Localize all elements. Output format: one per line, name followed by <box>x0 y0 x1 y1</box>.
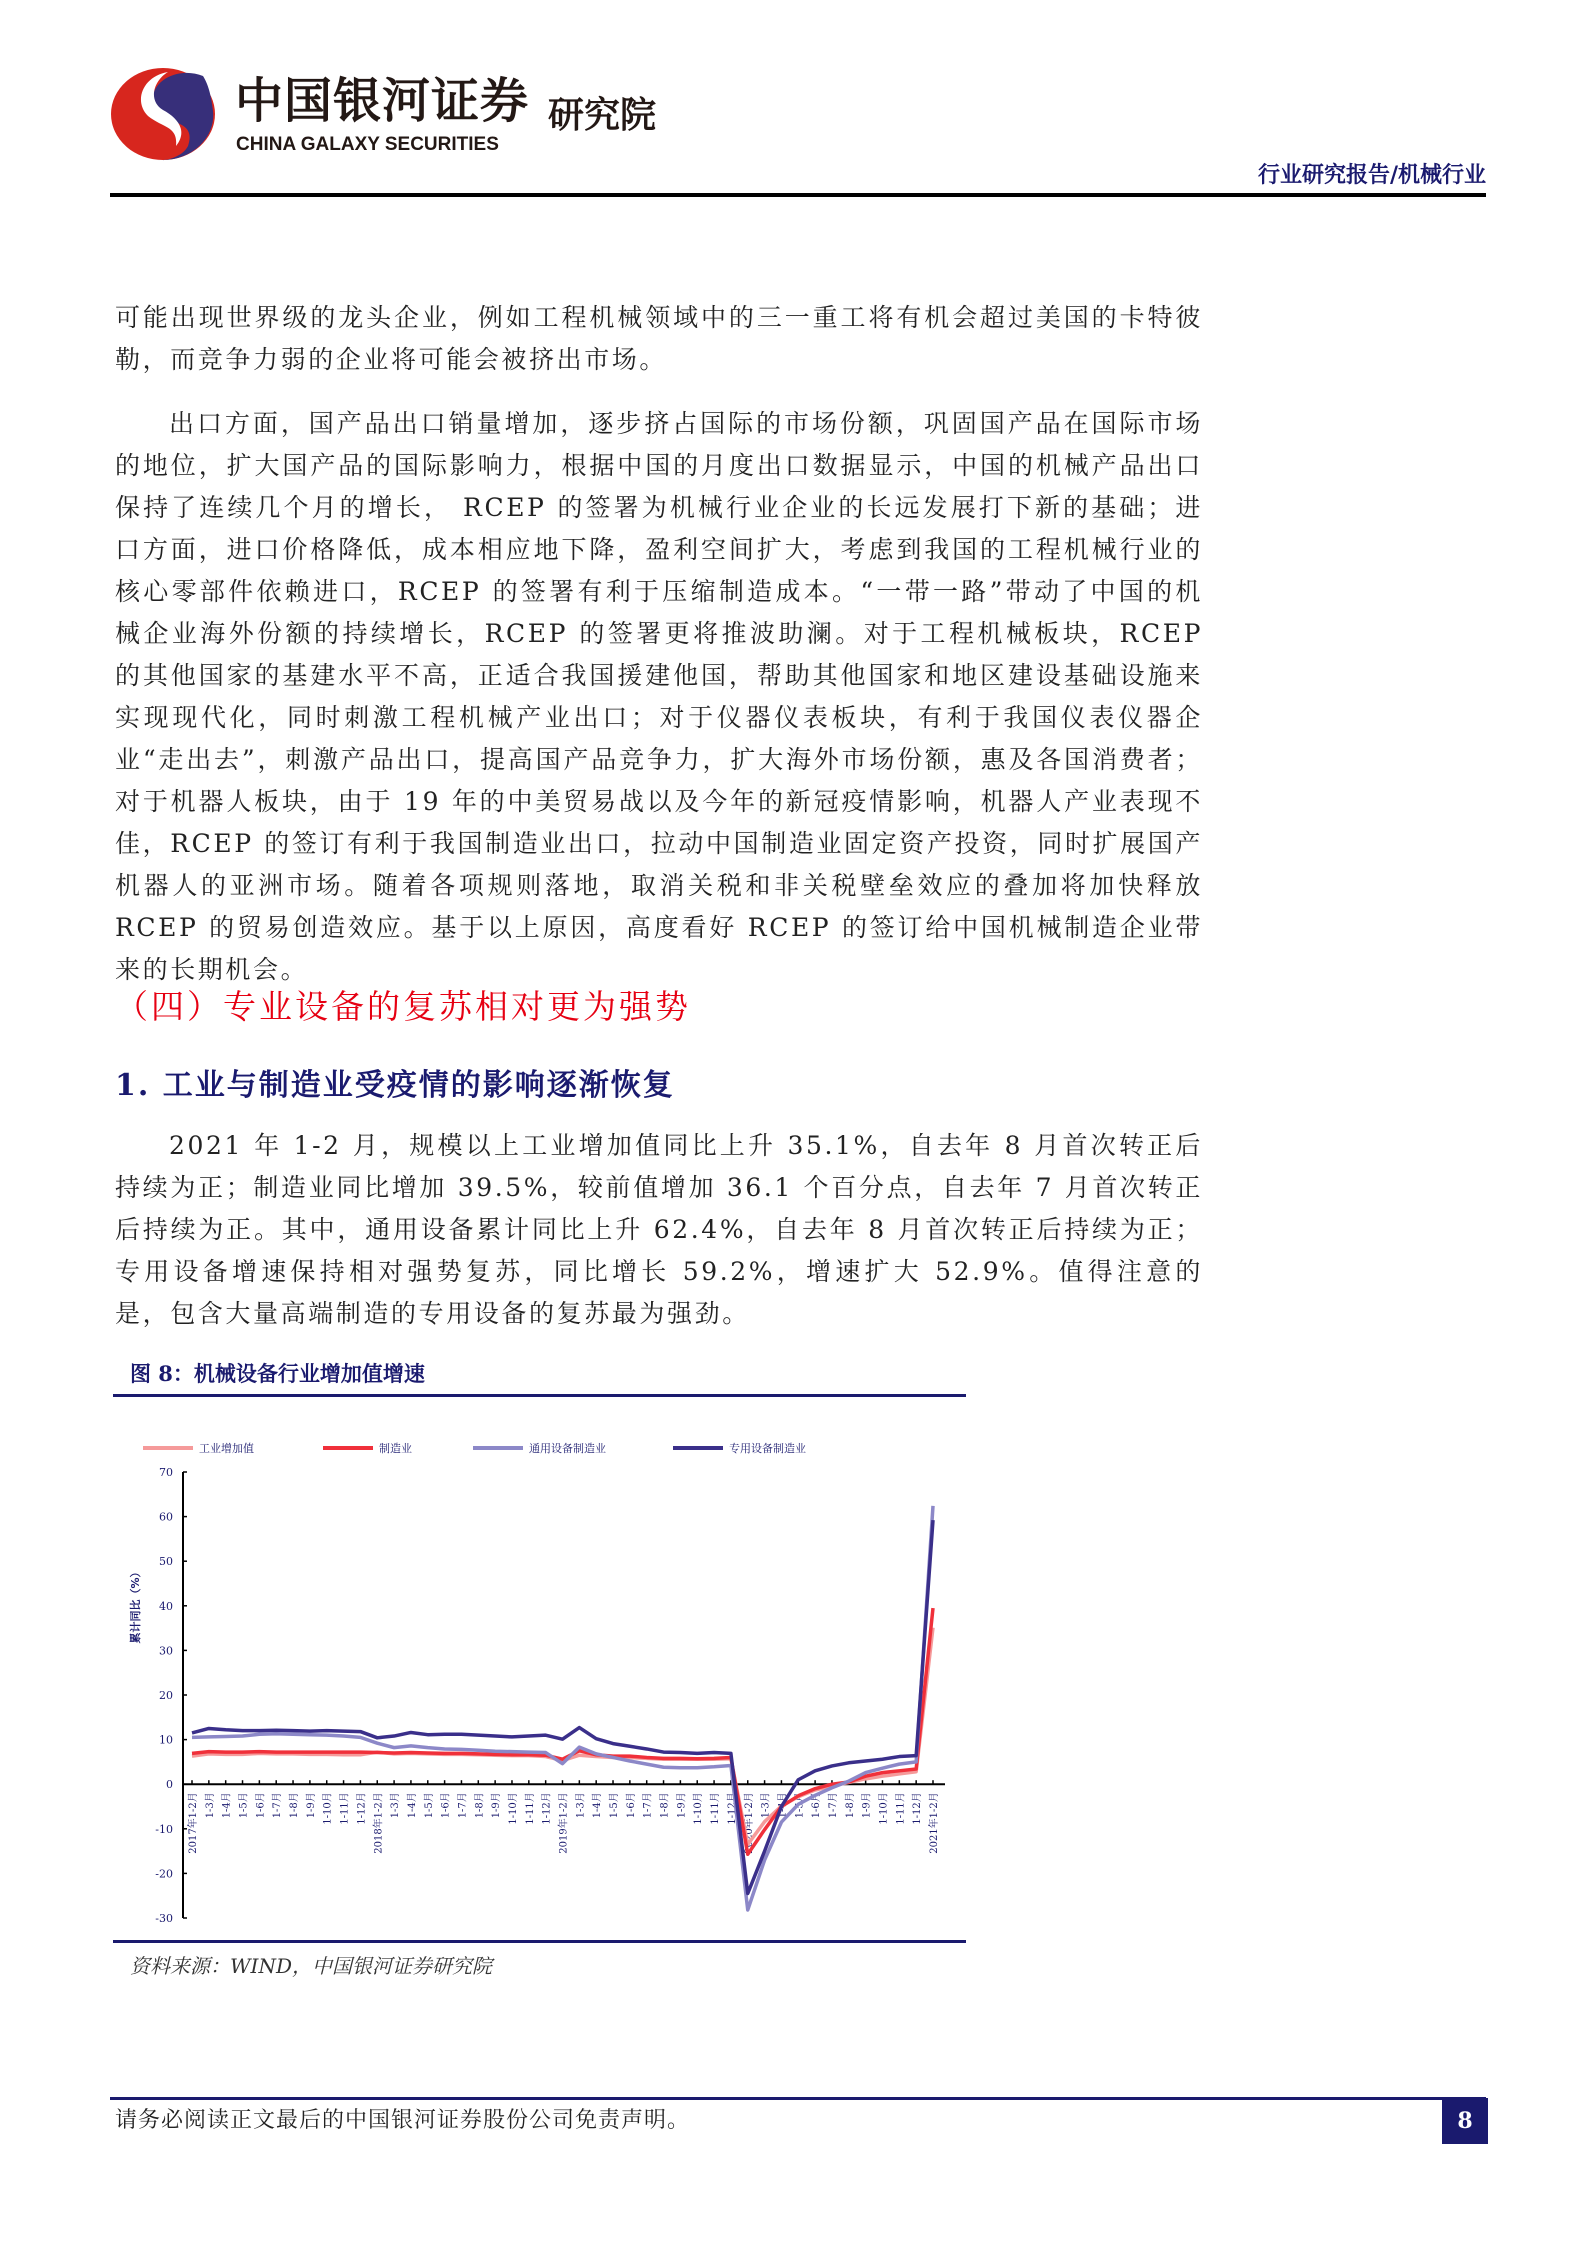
x-tick-label: 1-6月 <box>625 1792 637 1819</box>
x-tick-label: 1-7月 <box>457 1792 469 1819</box>
x-tick-label: 1-10月 <box>693 1792 705 1825</box>
x-tick-label: 1-3月 <box>575 1792 587 1819</box>
x-tick-label: 1-12月 <box>726 1792 738 1825</box>
page-number: 8 <box>1442 2098 1488 2144</box>
y-tick-label: 60 <box>159 1510 173 1524</box>
x-tick-label: 1-6月 <box>811 1792 823 1819</box>
x-tick-label: 1-6月 <box>255 1792 267 1819</box>
x-tick-label: 1-3月 <box>760 1792 772 1819</box>
x-tick-label: 1-8月 <box>289 1792 301 1819</box>
subsection-heading: 1. 工业与制造业受疫情的影响逐渐恢复 <box>115 1068 675 1103</box>
x-tick-label: 1-9月 <box>491 1792 503 1819</box>
x-tick-label: 1-12月 <box>541 1792 553 1825</box>
x-tick-label: 1-7月 <box>642 1792 654 1819</box>
brand-name-cn: 中国银河证券 <box>235 73 530 129</box>
x-tick-label: 1-11月 <box>895 1792 907 1825</box>
y-tick-label: -10 <box>155 1822 173 1836</box>
x-tick-label: 1-10月 <box>322 1792 334 1825</box>
x-tick-label: 1-5月 <box>423 1792 435 1819</box>
x-tick-label: 1-4月 <box>221 1792 233 1819</box>
x-tick-label: 1-8月 <box>659 1792 671 1819</box>
y-tick-label: 50 <box>159 1555 173 1569</box>
x-tick-label: 2017年1-2月 <box>188 1792 199 1854</box>
x-tick-label: 1-12月 <box>356 1792 368 1825</box>
figure-source: 资料来源：WIND，中国银河证券研究院 <box>130 1954 492 1978</box>
x-tick-label: 1-4月 <box>592 1792 604 1819</box>
x-tick-label: 1-9月 <box>861 1792 873 1819</box>
y-tick-label: 0 <box>166 1778 173 1792</box>
paragraph-1: 可能出现世界级的龙头企业，例如工程机械领域中的三一重工将有机会超过美国的卡特彼勒，而竞争力弱的企业将可能会被挤出市场。 <box>115 303 1203 374</box>
x-tick-label: 2021年1-2月 <box>929 1792 940 1854</box>
x-tick-label: 1-9月 <box>676 1792 688 1819</box>
paragraph-3: 2021 年 1-2 月，规模以上工业增加值同比上升 35.1%，自去年 8 月首次转正后持续为正；制造业同比增加 39.5%，较前值增加 36.1 个百分点，自去年 7 月首次转正后持续为正。其中，通用设备累计同比上升 62.4%，自去年 8 月首次转正后持续为正；专用设备增速保持相对强势复苏，同比增长 59.2%，增速扩大 52.9%。值得注意的是，包含大量高端制造的专用设备的复苏最为强劲。 <box>115 1131 1203 1328</box>
brand-name-en: CHINA GALAXY SECURITIES <box>236 134 499 155</box>
figure-title: 图 8：机械设备行业增加值增速 <box>130 1361 425 1386</box>
y-tick-label: -30 <box>155 1912 173 1925</box>
x-tick-label: 1-9月 <box>305 1792 317 1819</box>
x-tick-label: 1-8月 <box>844 1792 856 1819</box>
x-tick-label: 1-11月 <box>710 1792 722 1825</box>
figure-bottom-rule <box>113 1940 966 1943</box>
line-chart <box>113 1400 966 1940</box>
y-tick-label: 30 <box>159 1644 173 1658</box>
x-tick-label: 2018年1-2月 <box>373 1792 385 1854</box>
paragraph-2: 出口方面，国产品出口销量增加，逐步挤占国际的市场份额，巩固国产品在国际市场的地位，扩大国产品的国际影响力，根据中国的月度出口数据显示，中国的机械产品出口保持了连续几个月的增长， RCEP 的签署为机械行业企业的长远发展打下新的基础；进口方面，进口价格降低，成本相应地下降，盈利空间扩大，考虑到我国的工程机械行业的核心零部件依赖进口，RCEP 的签署有利于压缩制造成本。“一带一路”带动了中国的机械企业海外份额的持续增长，RCEP 的签署更将推波助澜。对于工程机械板块，RCEP 的其他国家的基建水平不高，正适合我国援建他国，帮助其他国家和地区建设基础设施来实现现代化，同时刺激工程机械产业出口；对于仪器仪表板块，有利于我国仪表仪器企业“走出去”，刺激产品出口，提高国产品竞争力，扩大海外市场份额，惠及各国消费者；对于机器人板块，由于 19 年的中美贸易战以及今年的新冠疫情影响，机器人产业表现不佳，RCEP 的签订有利于我国制造业出口，拉动中国制造业固定资产投资，同时扩展国产机器人的亚洲市场。随着各项规则落地，取消关税和非关税壁垒效应的叠加将加快释放 RCEP 的贸易创造效应。基于以上原因，高度看好 RCEP 的签订给中国机械制造企业带来的长期机会。 <box>115 409 1203 984</box>
brand-institute: 研究院 <box>548 95 657 136</box>
legend-label: 工业增加值 <box>199 1442 254 1455</box>
y-tick-label: 70 <box>159 1466 173 1479</box>
x-tick-label: 1-3月 <box>390 1792 402 1819</box>
legend-label: 通用设备制造业 <box>529 1442 606 1455</box>
x-tick-label: 1-6月 <box>440 1792 452 1819</box>
galaxy-logo <box>108 66 218 162</box>
y-axis-label: 累计同比（%） <box>129 1566 142 1644</box>
x-tick-label: 1-7月 <box>272 1792 284 1819</box>
y-tick-label: 10 <box>159 1733 173 1747</box>
footer-divider <box>110 2097 1486 2100</box>
legend-label: 专用设备制造业 <box>729 1442 806 1455</box>
report-type: 行业研究报告/机械行业 <box>1257 162 1486 188</box>
x-tick-label: 1-11月 <box>339 1792 351 1825</box>
legend-label: 制造业 <box>379 1442 412 1455</box>
x-tick-label: 2019年1-2月 <box>558 1792 570 1854</box>
section-heading: （四）专业设备的复苏相对更为强势 <box>115 987 691 1026</box>
x-tick-label: 1-12月 <box>912 1792 924 1825</box>
x-tick-label: 1-5月 <box>238 1792 250 1819</box>
footer-disclaimer: 请务必阅读正文最后的中国银河证券股份公司免责声明。 <box>115 2108 691 2133</box>
x-tick-label: 1-5月 <box>794 1792 806 1819</box>
y-tick-label: -20 <box>155 1867 173 1881</box>
x-tick-label: 2020年1-2月 <box>743 1792 755 1854</box>
x-tick-label: 1-7月 <box>827 1792 839 1819</box>
x-tick-label: 1-10月 <box>878 1792 890 1825</box>
x-tick-label: 1-11月 <box>524 1792 536 1825</box>
x-tick-label: 1-3月 <box>204 1792 216 1819</box>
x-tick-label: 1-8月 <box>474 1792 486 1819</box>
x-tick-label: 1-4月 <box>406 1792 418 1819</box>
x-tick-label: 1-10月 <box>507 1792 519 1825</box>
x-tick-label: 1-5月 <box>609 1792 621 1819</box>
figure-top-rule <box>113 1394 966 1397</box>
header-divider <box>110 193 1486 197</box>
y-tick-label: 40 <box>159 1599 173 1613</box>
y-tick-label: 20 <box>159 1689 173 1702</box>
x-tick-label: 1-4月 <box>777 1792 789 1819</box>
